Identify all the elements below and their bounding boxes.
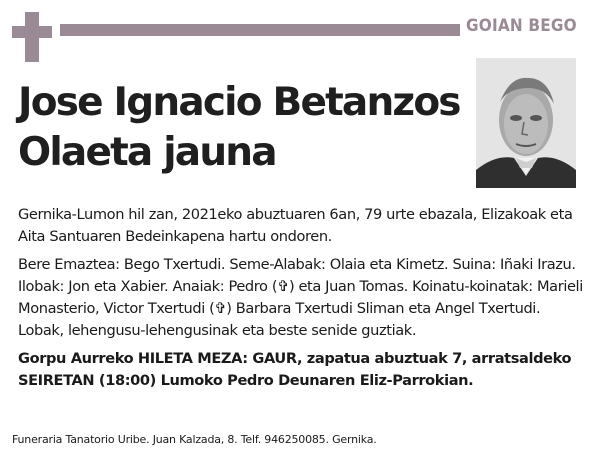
death-info: Gernika-Lumon hil zan, 2021eko abuztuaren 6an, 79 urte ebazala, Elizakoak eta Aita Santuaren Bedeinkapena hartu ondoren. [18,206,573,245]
portrait-photo [476,58,576,188]
header-rule [60,24,460,36]
cross-icon-horizontal [12,26,52,38]
funeral-info: Gorpu Aurreko HILETA MEZA: GAUR, zapatua abuztuak 7, arratsaldeko SEIRETAN (18:00) Lumoko Pedro Deunaren Eliz-Parrokian. [18,350,572,389]
name-line-2: Olaeta jauna [18,130,276,175]
header-label: GOIAN BEGO [466,16,577,36]
name-line-1: Jose Ignacio Betanzos [18,80,460,125]
deceased-name [18,78,480,178]
notice-body [18,204,586,398]
funeral-home-footer: Funeraria Tanatorio Uribe. Juan Kalzada, 8. Telf. 946250085. Gernika. [12,433,377,446]
family-list: Bere Emaztea: Bego Txertudi. Seme-Alabak: Olaia eta Kimetz. Suina: Iñaki Irazu. Ilobak: Jon eta Xabier. Anaiak: Pedro (✞) eta Juan Tomas. Koinatu-koinatak: Marieli Monasterio, Victor Txertudi (✞) Barbara Txertudi Sliman eta Angel Txertudi. Lobak, lehengusu-lehengusinak eta beste senide guztiak. [18,256,583,339]
